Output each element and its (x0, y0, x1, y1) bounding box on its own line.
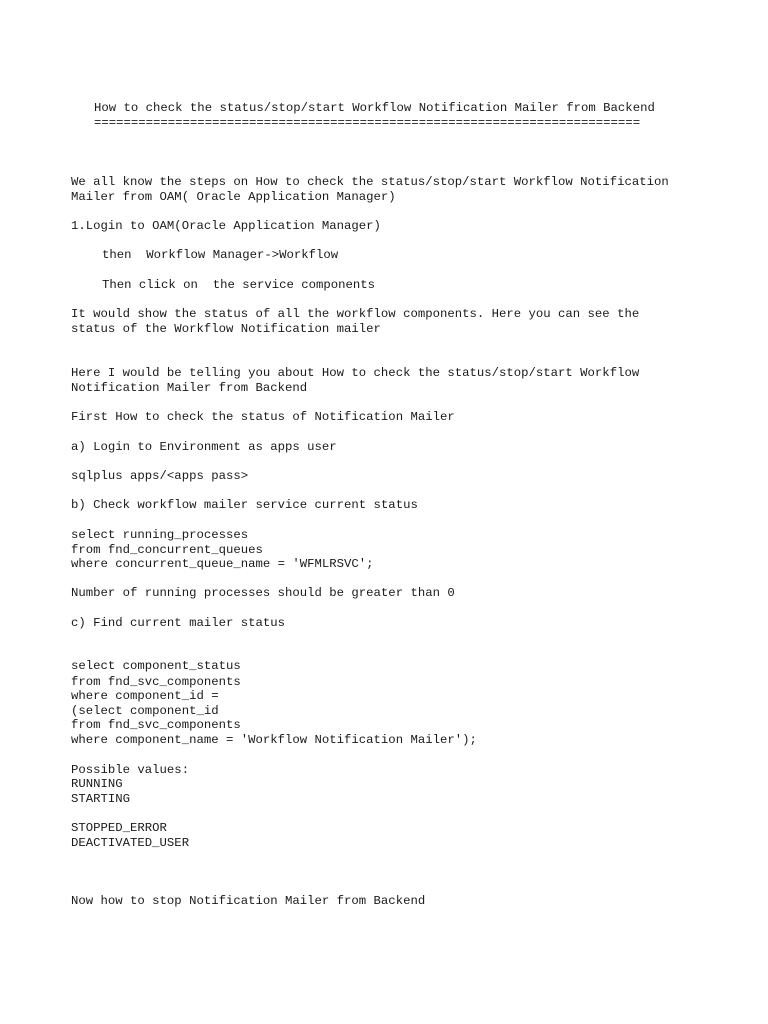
intro-line-2: Mailer from OAM( Oracle Application Manager) (71, 190, 396, 204)
query2-line-4: (select component_id (71, 704, 219, 718)
value-stopped-error: STOPPED_ERROR (71, 821, 167, 835)
step-1-then-click: Then click on the service components (102, 278, 376, 292)
query2-line-3: where component_id = (71, 689, 219, 703)
value-deactivated-user: DEACTIVATED_USER (71, 836, 190, 850)
backend-intro-line-1: Here I would be telling you about How to check the status/stop/start Workflow (71, 366, 640, 380)
step-c: c) Find current mailer status (71, 616, 286, 630)
query2-line-5: from fnd_svc_components (71, 718, 241, 732)
status-line-2: status of the Workflow Notification mailer (71, 322, 381, 336)
query2-line-2: from fnd_svc_components (71, 675, 241, 689)
query1-line-2: from fnd_concurrent_queues (71, 543, 263, 557)
intro-line-1: We all know the steps on How to check the status/stop/start Workflow Notification (71, 175, 669, 189)
query2-line-6: where component_name = 'Workflow Notification Mailer'); (71, 733, 477, 747)
first-heading: First How to check the status of Notification Mailer (71, 410, 455, 424)
query2-line-1: select component_status (71, 659, 241, 673)
sqlplus-command: sqlplus apps/<apps pass> (71, 469, 249, 483)
stop-heading: Now how to stop Notification Mailer from Backend (71, 894, 426, 908)
step-b: b) Check workflow mailer service current status (71, 498, 418, 512)
step-1-then: then Workflow Manager->Workflow (102, 248, 339, 262)
step-1: 1.Login to OAM(Oracle Application Manager) (71, 219, 381, 233)
running-note: Number of running processes should be greater than 0 (71, 586, 455, 600)
backend-intro-line-2: Notification Mailer from Backend (71, 381, 308, 395)
status-line-1: It would show the status of all the workflow components. Here you can see the (71, 307, 640, 321)
value-running: RUNNING (71, 777, 123, 791)
query1-line-1: select running_processes (71, 528, 249, 542)
title-underline: ========================================================================== (94, 116, 641, 130)
document-title: How to check the status/stop/start Workflow Notification Mailer from Backend (94, 101, 655, 115)
possible-values-label: Possible values: (71, 763, 190, 777)
value-starting: STARTING (71, 792, 131, 806)
step-a: a) Login to Environment as apps user (71, 440, 337, 454)
query1-line-3: where concurrent_queue_name = 'WFMLRSVC'; (71, 557, 374, 571)
